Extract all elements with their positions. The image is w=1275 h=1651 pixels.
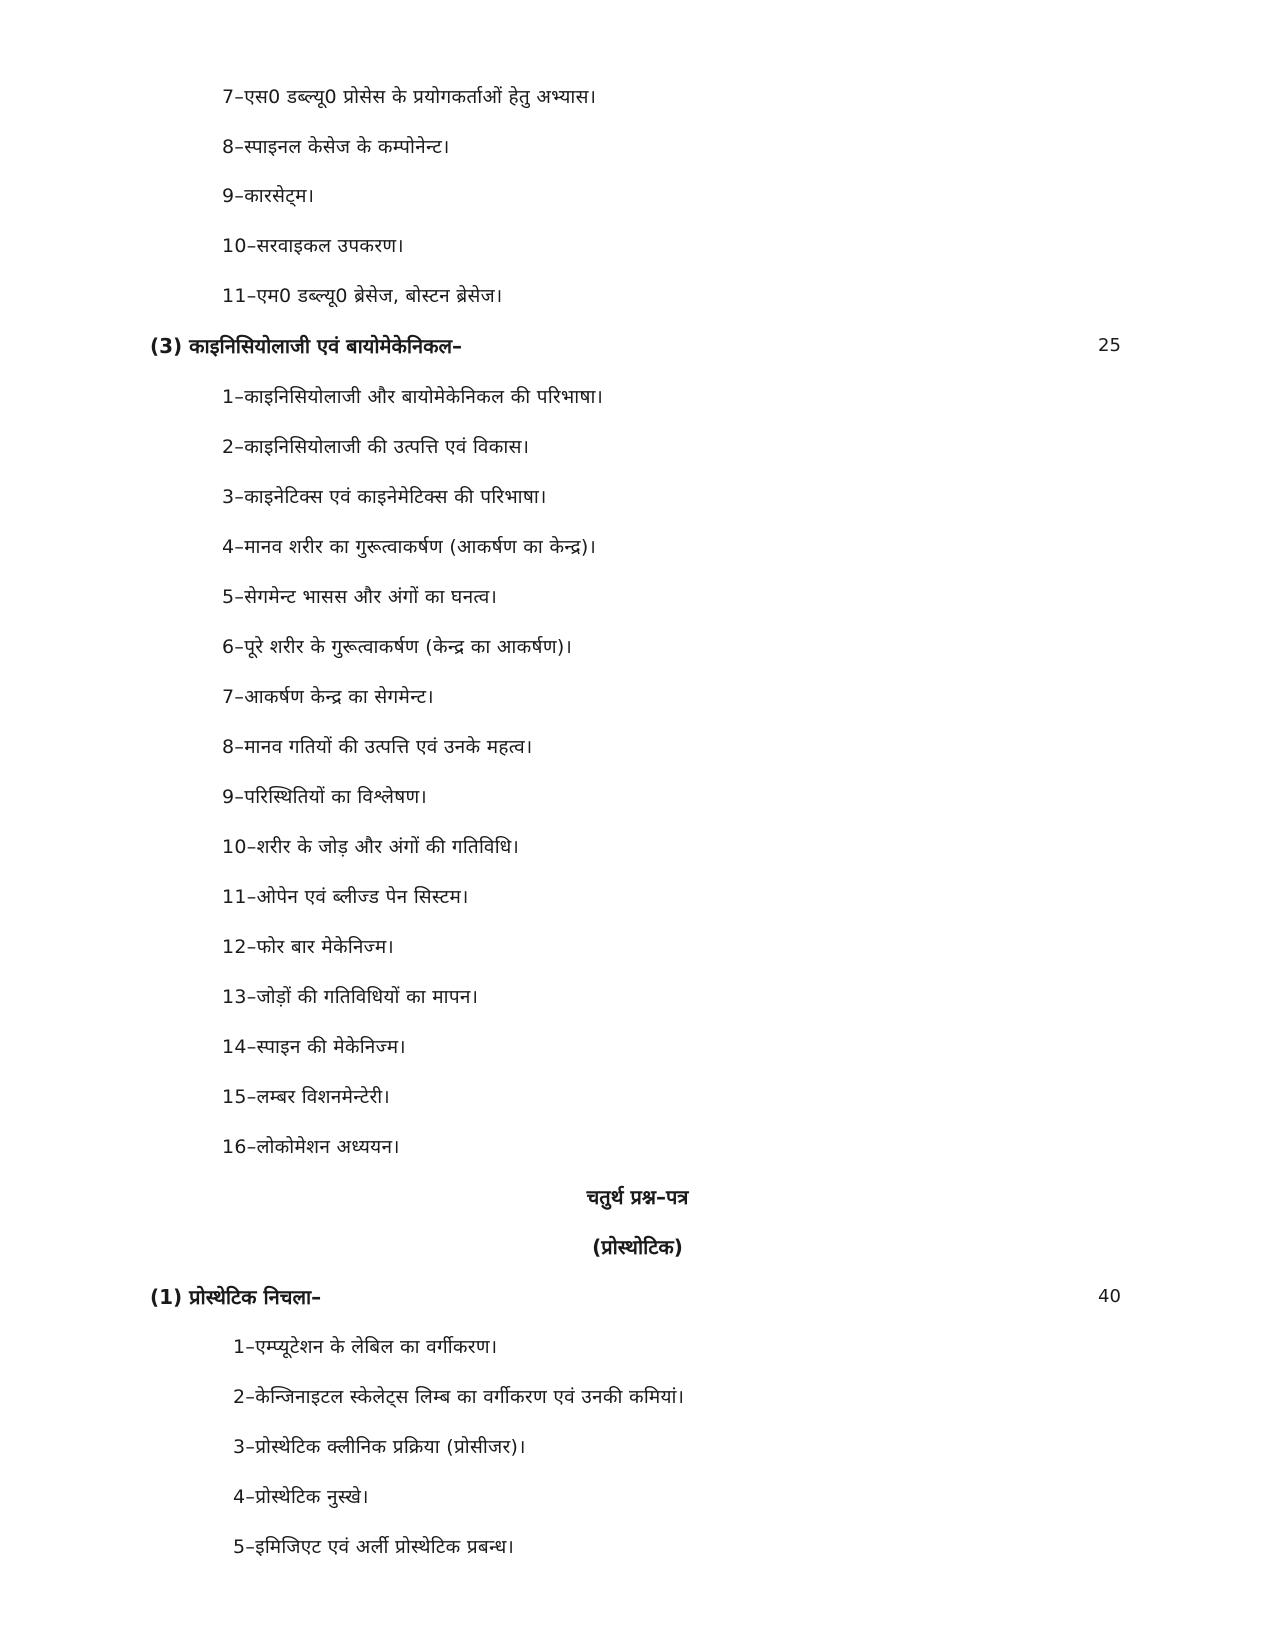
list-item: 4–प्रोस्थेटिक नुस्खे।: [233, 1486, 369, 1508]
section-marks: 25: [1098, 335, 1121, 356]
list-item: 10–सरवाइकल उपकरण।: [222, 235, 404, 257]
list-item: 13–जोड़ों की गतिविधियों का मापन।: [222, 986, 479, 1008]
section-heading-kinesiology: (3) काइनिसियोलाजी एवं बायोमेकेनिकल–: [150, 334, 463, 358]
list-item: 15–लम्बर विशनमेन्टेरी।: [222, 1086, 390, 1108]
list-item: 6–पूरे शरीर के गुरूत्वाकर्षण (केन्द्र का आकर्षण)।: [222, 636, 573, 658]
paper-subtitle: (प्रोस्थोटिक): [592, 1235, 683, 1259]
list-item: 5–इमिजिएट एवं अर्ली प्रोस्थेटिक प्रबन्ध।: [233, 1536, 515, 1558]
list-item: 3–काइनेटिक्स एवं काइनेमेटिक्स की परिभाषा।: [222, 486, 547, 508]
list-item: 2–काइनिसियोलाजी की उत्पत्ति एवं विकास।: [222, 436, 530, 458]
list-item: 7–एस0 डब्ल्यू0 प्रोसेस के प्रयोगकर्ताओं हेतु अभ्यास।: [222, 86, 597, 108]
list-item: 1–एम्प्यूटेशन के लेबिल का वर्गीकरण।: [233, 1336, 498, 1358]
section-marks: 40: [1098, 1286, 1121, 1307]
list-item: 2–केन्जिनाइटल स्केलेट्स लिम्ब का वर्गीकरण एवं उनकी कमियां।: [233, 1386, 685, 1408]
paper-title: चतुर्थ प्रश्न–पत्र: [586, 1185, 689, 1209]
list-item: 16–लोकोमेशन अध्ययन।: [222, 1136, 400, 1158]
list-item: 11–एम0 डब्ल्यू0 ब्रेसेज, बोस्टन ब्रेसेज।: [222, 285, 503, 307]
list-item: 11–ओपेन एवं ब्लीज्ड पेन सिस्टम।: [222, 886, 469, 908]
list-item: 9–कारसेट्म।: [222, 185, 315, 207]
list-item: 12–फोर बार मेकेनिज्म।: [222, 936, 394, 958]
list-item: 9–परिस्थितियों का विश्लेषण।: [222, 786, 428, 808]
list-item: 4–मानव शरीर का गुरूत्वाकर्षण (आकर्षण का केन्द्र)।: [222, 536, 597, 558]
section-heading-prosthetic-lower: (1) प्रोस्थेटिक निचला–: [150, 1285, 322, 1309]
list-item: 3–प्रोस्थेटिक क्लीनिक प्रक्रिया (प्रोसीजर)।: [233, 1436, 526, 1458]
list-item: 1–काइनिसियोलाजी और बायोमेकेनिकल की परिभाषा।: [222, 386, 604, 408]
list-item: 14–स्पाइन की मेकेनिज्म।: [222, 1036, 406, 1058]
list-item: 10–शरीर के जोड़ और अंगों की गतिविधि।: [222, 836, 520, 858]
list-item: 5–सेगमेन्ट भासस और अंगों का घनत्व।: [222, 586, 498, 608]
list-item: 8–स्पाइनल केसेज के कम्पोनेन्ट।: [222, 136, 450, 158]
list-item: 8–मानव गतियों की उत्पत्ति एवं उनके महत्व।: [222, 736, 533, 758]
list-item: 7–आकर्षण केन्द्र का सेगमेन्ट।: [222, 686, 434, 708]
